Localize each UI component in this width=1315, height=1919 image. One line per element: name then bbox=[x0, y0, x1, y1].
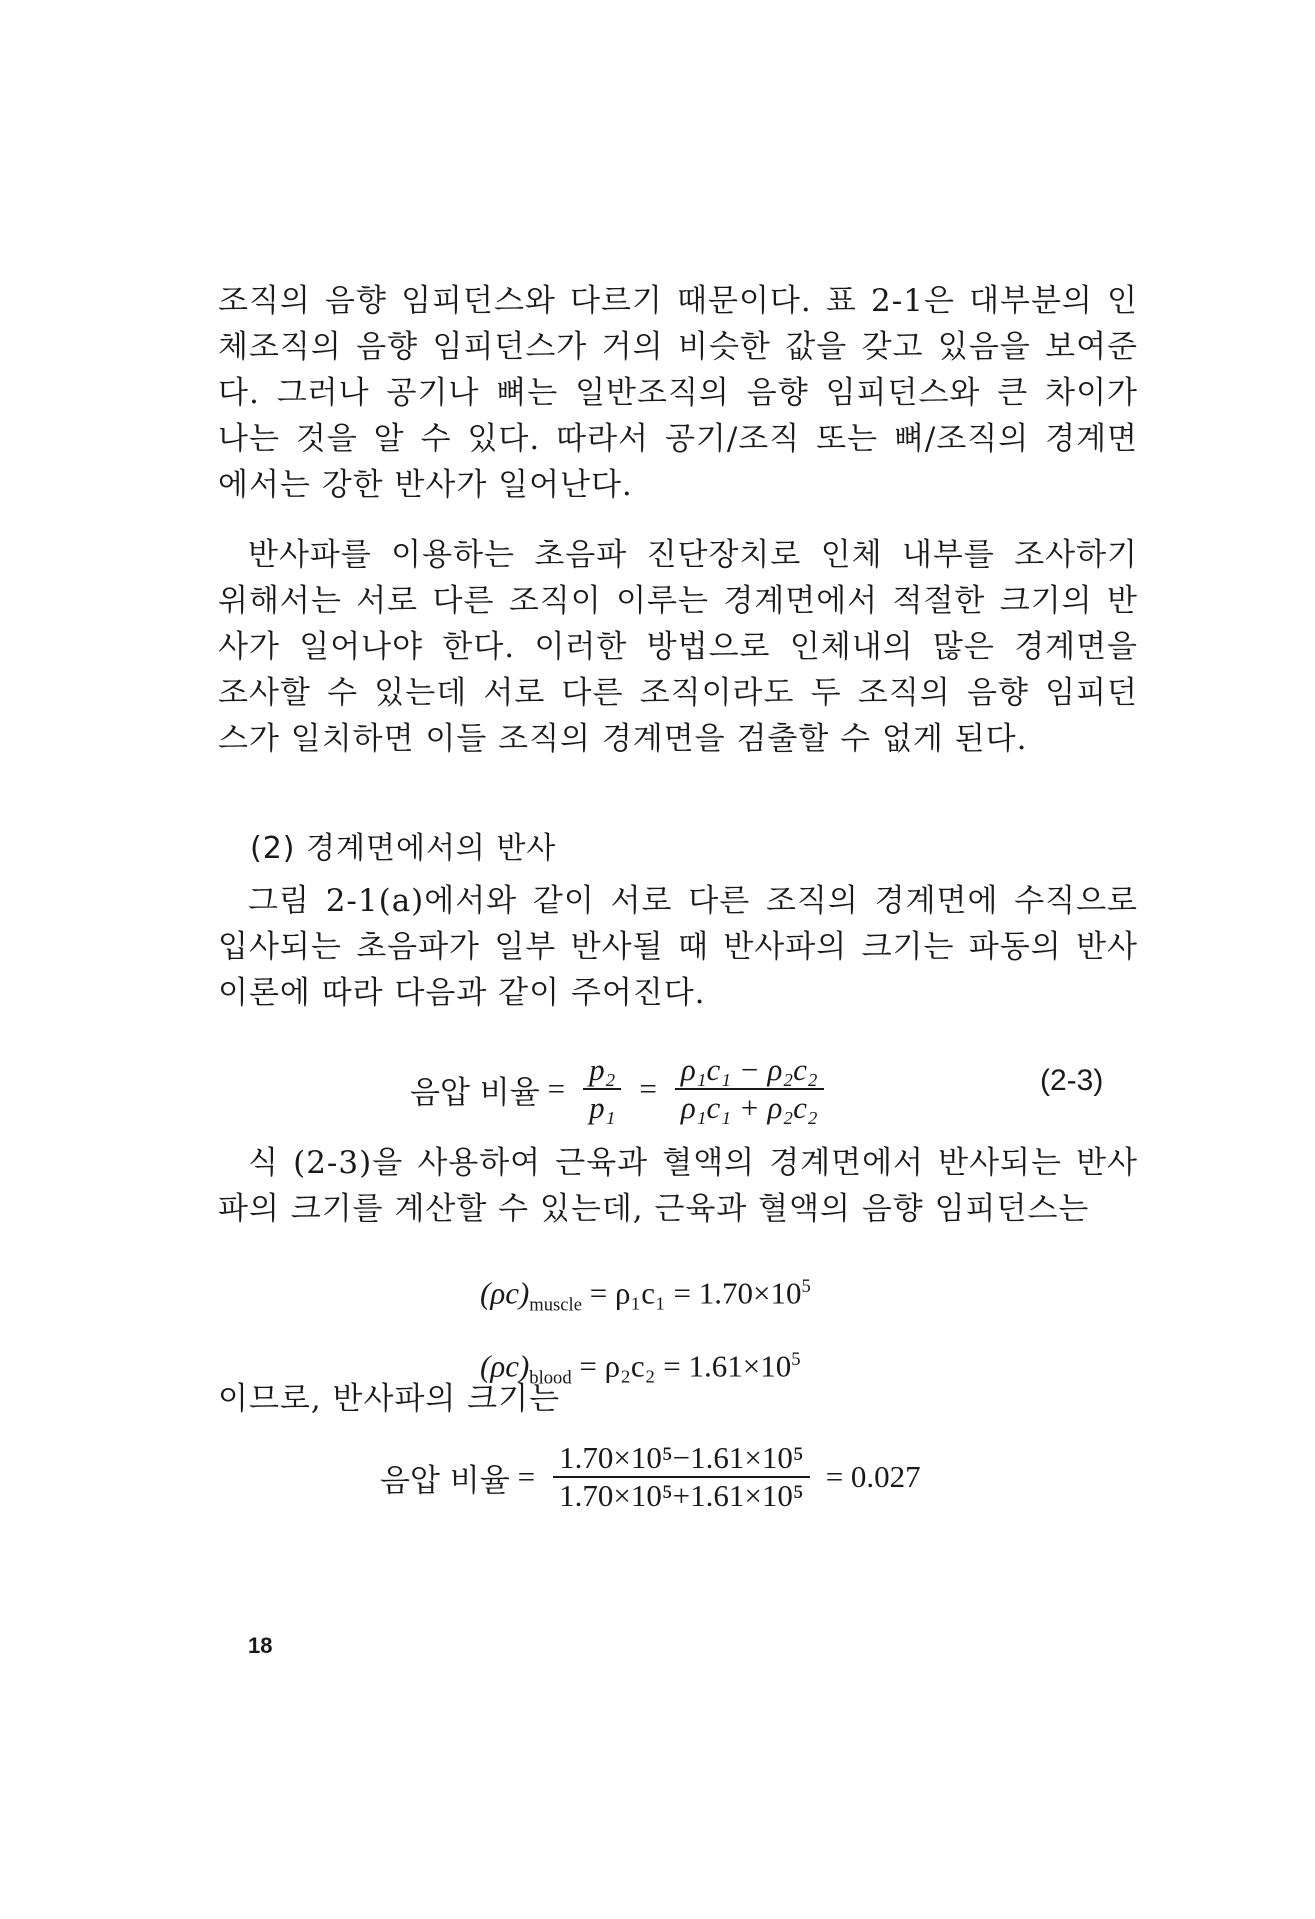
text-line: 파의 크기를 계산할 수 있는데, 근육과 혈액의 음향 임피던스는 bbox=[218, 1191, 1090, 1227]
paragraph-therefore bbox=[218, 1376, 1138, 1422]
paragraph-ultrasound-reflection bbox=[218, 532, 1138, 762]
exponent: 5 bbox=[801, 1276, 811, 1297]
muscle-impedance-value: = ρ₁c₁ = 1.70×10 bbox=[581, 1275, 802, 1311]
text-line: 사가 일어나야 한다. 이러한 방법으로 인체내의 많은 경계면을 bbox=[218, 629, 1138, 665]
pressure-ratio-fraction bbox=[583, 1052, 621, 1126]
text-line: 다. 그러나 공기나 뼈는 일반조직의 음향 임피던스와 큰 차이가 bbox=[218, 375, 1138, 411]
fraction-numerator: p₂ bbox=[583, 1052, 621, 1090]
equals-sign: = bbox=[517, 1459, 536, 1494]
text-line: 체조직의 음향 임피던스가 거의 비슷한 값을 갖고 있음을 보여준 bbox=[218, 329, 1138, 365]
text-line: 이론에 따라 다음과 같이 주어진다. bbox=[218, 975, 706, 1011]
text-line: 식 (2-3)을 사용하여 근육과 혈액의 경계면에서 반사되는 반사 bbox=[248, 1145, 1138, 1181]
fraction-numerator: ρ₁c₁ − ρ₂c₂ bbox=[675, 1052, 824, 1090]
subscript-muscle: muscle bbox=[529, 1294, 582, 1316]
equals-sign: = bbox=[547, 1071, 566, 1106]
impedance-symbol: (ρc) bbox=[480, 1275, 530, 1311]
page-number: 18 bbox=[248, 1633, 273, 1658]
fraction-denominator: ρ₁c₁ + ρ₂c₂ bbox=[680, 1090, 818, 1125]
text-line: 조직의 음향 임피던스와 다르기 때문이다. 표 2-1은 대부분의 인 bbox=[218, 283, 1138, 319]
fraction-numerator: 1.70×10⁵−1.61×10⁵ bbox=[553, 1440, 810, 1478]
impedance-symbol: (ρc) bbox=[480, 1347, 530, 1383]
equation-lhs: 음압 비율 bbox=[380, 1462, 510, 1499]
paragraph-boundary-reflection bbox=[218, 878, 1138, 1016]
result-fraction bbox=[553, 1440, 810, 1514]
text-line: 나는 것을 알 수 있다. 따라서 공기/조직 또는 뼈/조직의 경계면 bbox=[218, 421, 1138, 457]
text-line: 조사할 수 있는데 서로 다른 조직이라도 두 조직의 음향 임피던 bbox=[218, 675, 1138, 711]
text-line: 이므로, 반사파의 크기는 bbox=[218, 1381, 561, 1417]
equation-2-3 bbox=[410, 1052, 834, 1126]
text-line: 위해서는 서로 다른 조직이 이루는 경계면에서 적절한 크기의 반 bbox=[218, 583, 1138, 619]
text-line: 그림 2-1(a)에서와 같이 서로 다른 조직의 경계면에 수직으로 bbox=[248, 883, 1138, 919]
fraction-denominator: 1.70×10⁵+1.61×10⁵ bbox=[559, 1478, 804, 1513]
text-line: 반사파를 이용하는 초음파 진단장치로 인체 내부를 조사하기 bbox=[248, 537, 1138, 573]
paragraph-impedance-differences bbox=[218, 278, 1138, 508]
muscle-impedance-row bbox=[480, 1260, 811, 1333]
text-line: 입사되는 초음파가 일부 반사될 때 반사파의 크기는 파동의 반사 bbox=[218, 929, 1138, 965]
impedance-fraction bbox=[675, 1052, 824, 1126]
text-line: 스가 일치하면 이들 조직의 경계면을 검출할 수 없게 된다. bbox=[218, 721, 1028, 757]
blood-impedance-value: = ρ₂c₂ = 1.61×10 bbox=[571, 1347, 792, 1383]
exponent: 5 bbox=[791, 1348, 801, 1370]
subscript-blood: blood bbox=[529, 1367, 572, 1389]
text-line: 에서는 강한 반사가 일어난다. bbox=[218, 467, 633, 503]
equals-sign: = bbox=[639, 1071, 657, 1106]
equation-lhs: 음압 비율 bbox=[410, 1074, 540, 1111]
equation-result-value: = 0.027 bbox=[825, 1459, 921, 1494]
section-heading: (2) 경계면에서의 반사 bbox=[250, 831, 557, 866]
fraction-denominator: p₁ bbox=[589, 1090, 616, 1125]
equation-number: (2-3) bbox=[1040, 1064, 1104, 1097]
equation-result bbox=[380, 1440, 921, 1514]
paragraph-muscle-blood bbox=[218, 1140, 1138, 1232]
